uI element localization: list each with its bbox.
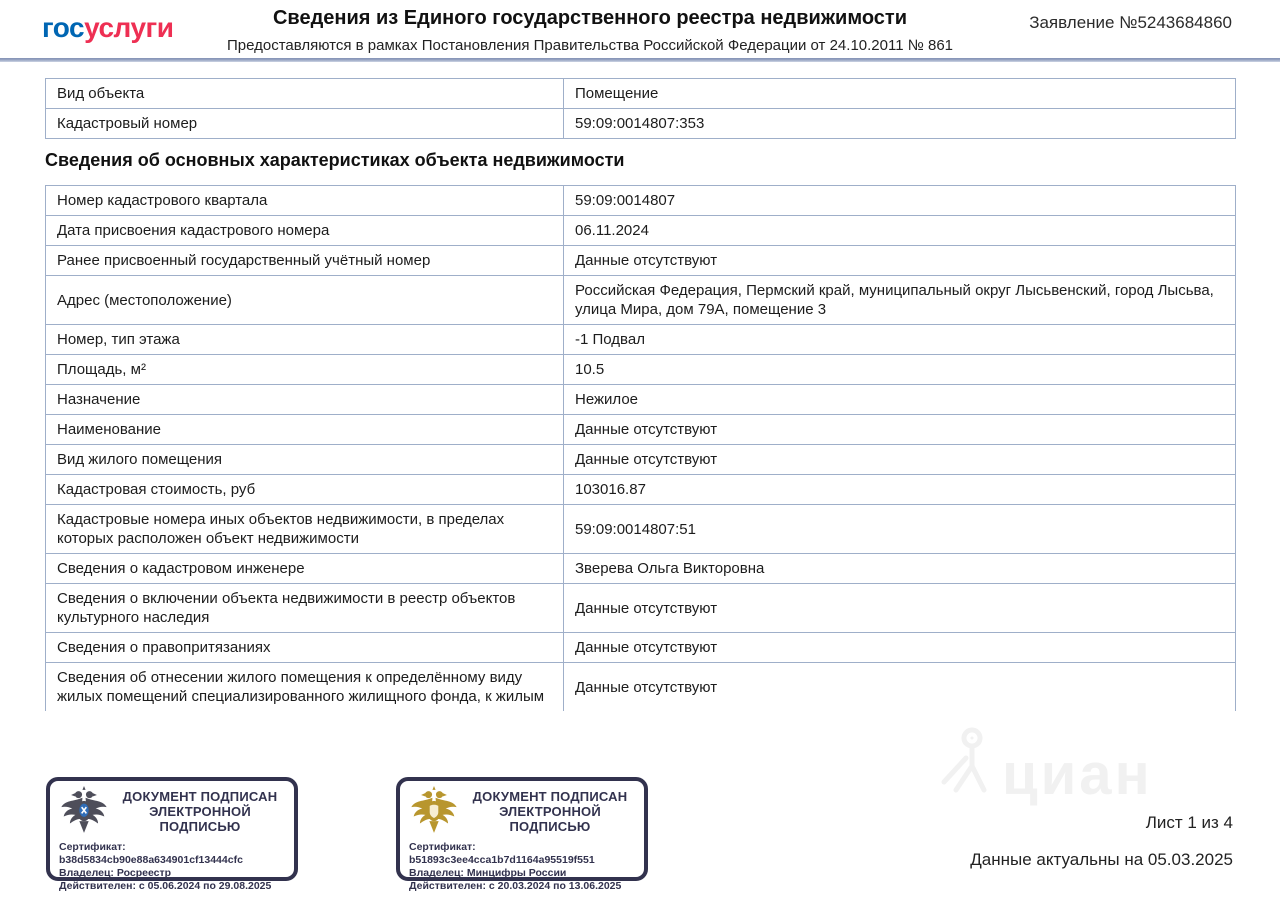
stamp-header (59, 785, 285, 837)
row-value: Российская Федерация, Пермский край, муниципальный округ Лысьвенский, город Лысьва, улица Мира, дом 79А, помещение 3 (564, 276, 1236, 325)
row-label: Площадь, м² (46, 355, 564, 385)
data-actuality-date: Данные актуальны на 05.03.2025 (970, 850, 1233, 869)
certificate-line: Сертификат: b38d5834cb90e88a634901cf13444cfc (59, 841, 243, 866)
stamp-title-line: ЭЛЕКТРОННОЙ (499, 803, 601, 819)
cian-watermark (936, 726, 1153, 807)
stamp-title-line: ПОДПИСЬЮ (159, 818, 241, 834)
row-value: 59:09:0014807:353 (564, 109, 1236, 139)
row-value: Данные отсутствуют (564, 246, 1236, 276)
table-row (46, 385, 1236, 415)
row-label: Сведения о включении объекта недвижимости в реестр объектов культурного наследия (46, 584, 564, 633)
logo-part-blue: гос (42, 12, 85, 43)
table-row (46, 663, 1236, 712)
row-label: Сведения о правопритязаниях (46, 633, 564, 663)
table-row (46, 475, 1236, 505)
owner-line: Владелец: Росреестр (59, 867, 172, 879)
row-value: Зверева Ольга Викторовна (564, 554, 1236, 584)
stamp-title-line: ЭЛЕКТРОННОЙ (149, 803, 251, 819)
row-value: Помещение (564, 79, 1236, 109)
row-label: Назначение (46, 385, 564, 415)
page-number: Лист 1 из 4 (1145, 813, 1233, 832)
document-subtitle: Предоставляются в рамках Постановления Правительства Российской Федерации от 24.10.2011 № 861 (226, 37, 954, 54)
table-row (46, 355, 1236, 385)
object-summary-table (45, 78, 1236, 139)
row-label: Дата присвоения кадастрового номера (46, 216, 564, 246)
owner-line: Владелец: Минцифры России (409, 867, 567, 879)
stamp-meta (409, 841, 635, 893)
table-row (46, 186, 1236, 216)
watermark-text: циан (1002, 741, 1153, 807)
row-label: Сведения о кадастровом инженере (46, 554, 564, 584)
certificate-line: Сертификат: b51893c3ee4cca1b7d1164a95519f551 (409, 841, 595, 866)
stamp-meta (59, 841, 285, 893)
row-value: Данные отсутствуют (564, 445, 1236, 475)
row-value: 06.11.2024 (564, 216, 1236, 246)
table-row (46, 584, 1236, 633)
row-value: Данные отсутствуют (564, 584, 1236, 633)
gosuslugi-logo (42, 12, 173, 44)
table-row (46, 505, 1236, 554)
validity-line: Действителен: с 20.03.2024 по 13.06.2025 (409, 880, 622, 892)
row-label: Кадастровый номер (46, 109, 564, 139)
row-value: Данные отсутствуют (564, 415, 1236, 445)
row-label: Ранее присвоенный государственный учётный номер (46, 246, 564, 276)
russia-coat-of-arms-icon (409, 786, 459, 836)
stamp-title (465, 789, 635, 834)
table-row (46, 109, 1236, 139)
stamp-title-line: ДОКУМЕНТ ПОДПИСАН (472, 788, 628, 804)
section-title: Сведения об основных характеристиках объекта недвижимости (45, 150, 625, 170)
table-row (46, 633, 1236, 663)
table-row (46, 276, 1236, 325)
header-center (160, 7, 1020, 54)
logo-part-red: услуги (84, 12, 174, 43)
row-label: Адрес (местоположение) (46, 276, 564, 325)
row-label: Номер, тип этажа (46, 325, 564, 355)
table-row (46, 216, 1236, 246)
row-label: Вид жилого помещения (46, 445, 564, 475)
row-label: Номер кадастрового квартала (46, 186, 564, 216)
row-value: Данные отсутствуют (564, 663, 1236, 712)
validity-line: Действителен: с 05.06.2024 по 29.08.2025 (59, 880, 272, 892)
row-value: 10.5 (564, 355, 1236, 385)
row-label: Сведения об отнесении жилого помещения к определённому виду жилых помещений специализированного жилищного фонда, к жилым (46, 663, 564, 712)
signature-stamp-mintsifry (396, 777, 648, 892)
row-value: 103016.87 (564, 475, 1236, 505)
characteristics-table (45, 185, 1236, 711)
row-value: 59:09:0014807:51 (564, 505, 1236, 554)
row-label: Вид объекта (46, 79, 564, 109)
row-label: Кадастровая стоимость, руб (46, 475, 564, 505)
document-title: Сведения из Единого государственного реестра недвижимости (272, 7, 908, 29)
row-label: Кадастровые номера иных объектов недвижимости, в пределах которых расположен объект недвижимости (46, 505, 564, 554)
stamp-header (409, 785, 635, 837)
stamp-title-line: ДОКУМЕНТ ПОДПИСАН (122, 788, 278, 804)
row-value: -1 Подвал (564, 325, 1236, 355)
row-label: Наименование (46, 415, 564, 445)
table-row (46, 246, 1236, 276)
table-row (46, 554, 1236, 584)
cian-pin-icon (936, 726, 994, 802)
row-value: Данные отсутствуют (564, 633, 1236, 663)
row-value: 59:09:0014807 (564, 186, 1236, 216)
stamp-title-line: ПОДПИСЬЮ (509, 818, 591, 834)
table-row (46, 415, 1236, 445)
signature-stamp-rosreestr (46, 777, 298, 892)
row-value: Нежилое (564, 385, 1236, 415)
header-divider (0, 58, 1280, 62)
table-row (46, 445, 1236, 475)
stamp-title (115, 789, 285, 834)
application-number: Заявление №5243684860 (1029, 13, 1232, 32)
rosreestr-eagle-icon (59, 786, 109, 836)
table-row (46, 79, 1236, 109)
table-row (46, 325, 1236, 355)
